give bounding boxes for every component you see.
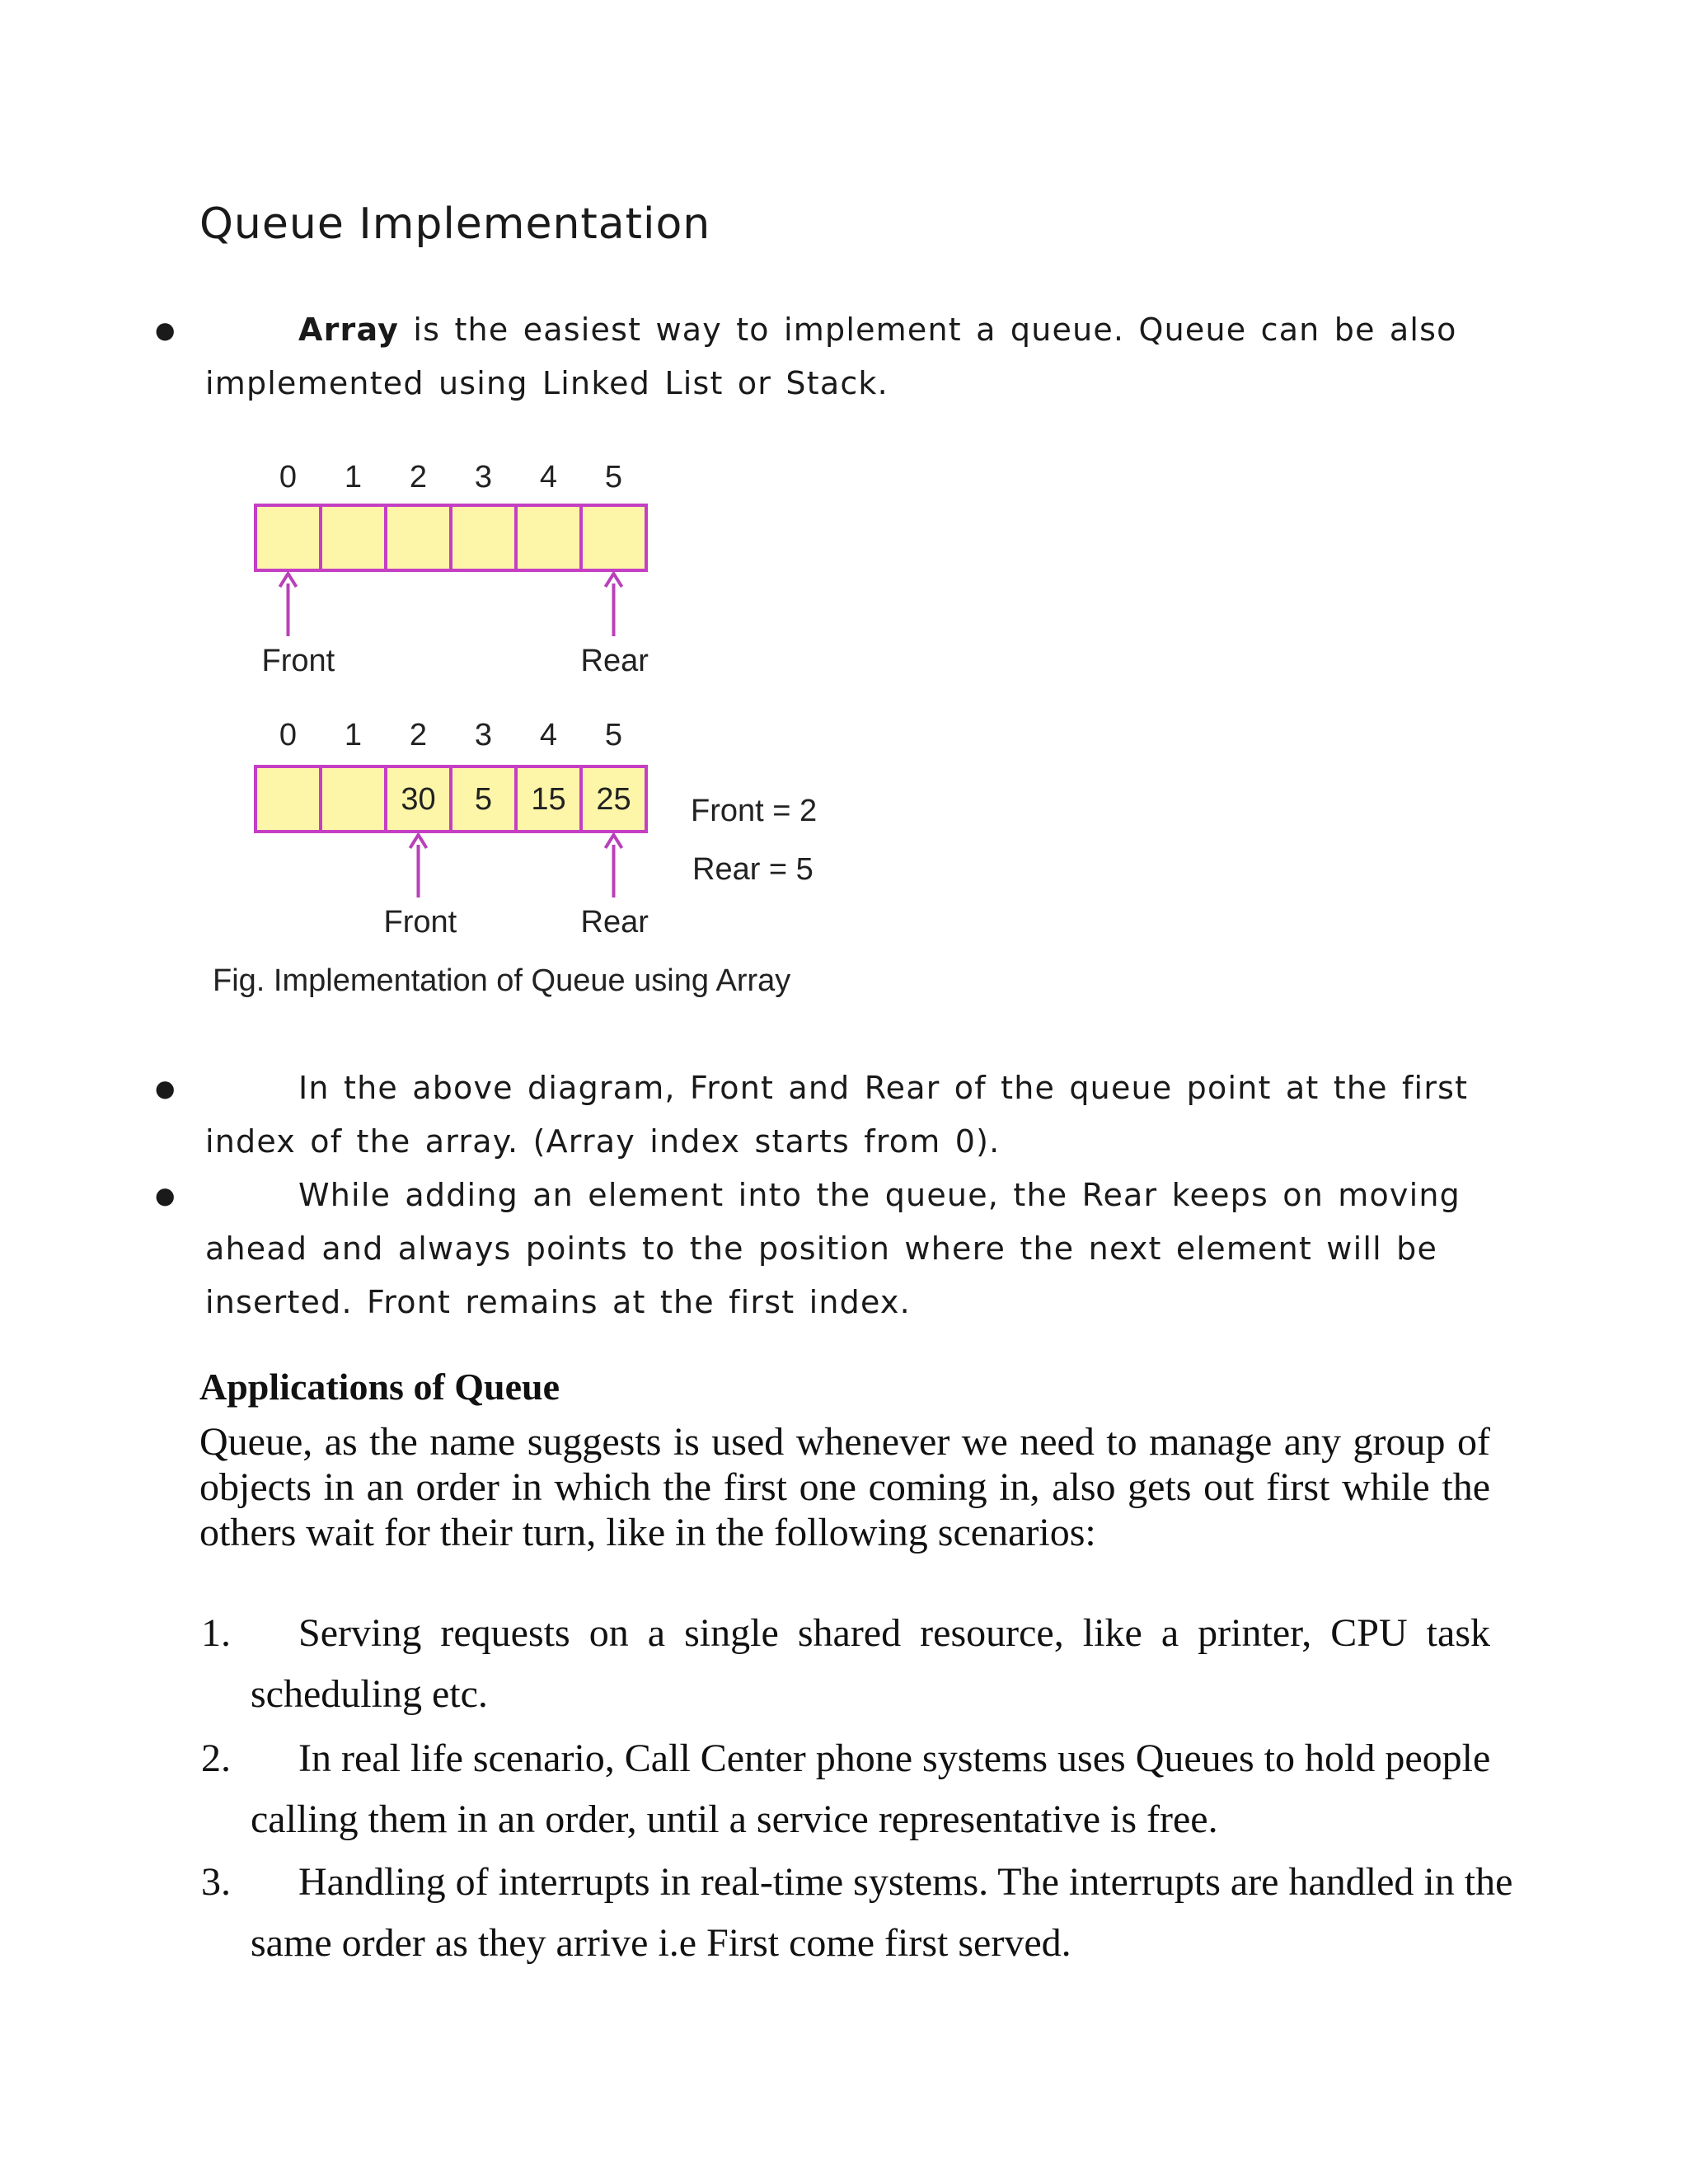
section-heading: Applications of Queue [199, 1366, 560, 1408]
top-array-cell [581, 505, 646, 570]
page-title: Queue Implementation [199, 199, 711, 249]
top-array-index-label: 5 [604, 460, 623, 494]
bullet-line [298, 1169, 1461, 1222]
figure-caption: Fig. Implementation of Queue using Array [213, 963, 791, 998]
list-text: In real life scenario, Call Center phone systems uses Queues to hold people [298, 1736, 1491, 1780]
top-array-cell [321, 505, 386, 570]
bullet-text: ahead and always points to the position where the next element will be [205, 1230, 1438, 1267]
top-array-cell [256, 505, 321, 570]
top-array-index-label: 2 [409, 460, 428, 494]
top-array-index-label: 0 [279, 460, 298, 494]
bottom-array-cell-value: 5 [474, 782, 493, 817]
list-text: same order as they arrive i.e First come first served. [251, 1921, 1071, 1965]
list-number: 2. [201, 1736, 231, 1780]
bottom-array-cell-value: 15 [531, 782, 566, 817]
list-number: 3. [201, 1860, 231, 1904]
list-text: scheduling etc. [251, 1672, 488, 1716]
bullet-dot: ● [155, 316, 176, 344]
bottom-array-cell-value: 25 [596, 782, 631, 817]
bullet-dot: ● [155, 1182, 176, 1209]
intro-line: objects in an order in which the first one coming in, also gets out first while the [199, 1465, 1490, 1509]
bottom-array-cell [321, 766, 386, 832]
applications-intro [199, 1419, 1490, 1555]
top-array-cell [386, 505, 451, 570]
bottom-array-cell [256, 766, 321, 832]
list-number: 1. [201, 1611, 231, 1655]
bullet-text: inserted. Front remains at the first index. [205, 1284, 911, 1320]
bottom-array-index-label: 1 [344, 718, 363, 752]
top-array-index-label: 1 [344, 460, 363, 494]
bottom-array-index-label: 4 [539, 718, 558, 752]
bottom-array-cell-value: 30 [401, 782, 436, 817]
top-array-index-label: 4 [539, 460, 558, 494]
bullet-line [298, 1062, 1468, 1115]
intro-line: others wait for their turn, like in the following scenarios: [199, 1511, 1096, 1554]
bottom-array-index-label: 0 [279, 718, 298, 752]
bottom-array-rear-label: Rear [580, 905, 649, 940]
rear-equals-label: Rear = 5 [692, 852, 814, 887]
bullet-text: implemented using Linked List or Stack. [205, 365, 889, 401]
top-array-cell [451, 505, 516, 570]
bottom-array-index-label: 5 [604, 718, 623, 752]
list-text: Serving requests on a single shared resource, like a printer, CPU task [298, 1611, 1490, 1655]
bottom-array-front-label: Front [383, 905, 457, 940]
top-array-front-label: Front [261, 644, 335, 678]
list-text: calling them in an order, until a service representative is free. [251, 1797, 1218, 1841]
queue-diagram [198, 445, 857, 1022]
bullet-text: In the above diagram, Front and Rear of the queue point at the first [298, 1070, 1469, 1106]
intro-line: Queue, as the name suggests is used whenever we need to manage any group of [199, 1420, 1490, 1464]
bullet-dot: ● [155, 1075, 176, 1102]
top-array-index-label: 3 [474, 460, 493, 494]
list-text: Handling of interrupts in real-time systems. The interrupts are handled in the [298, 1860, 1513, 1904]
bullet-continuation [205, 1222, 1442, 1329]
bullet-text: is the easiest way to implement a queue. Queue can be also [399, 312, 1457, 348]
front-equals-label: Front = 2 [691, 794, 818, 828]
top-array-rear-label: Rear [580, 644, 649, 678]
bullet-line [298, 303, 1457, 357]
queue-array-figure [198, 445, 857, 1022]
bottom-array-index-label: 3 [474, 718, 493, 752]
bullet-text: While adding an element into the queue, the Rear keeps on moving [298, 1177, 1461, 1213]
bullet-text: index of the array. (Array index starts from 0). [205, 1123, 1001, 1160]
bold-term: Array [298, 312, 400, 348]
bullet-continuation [205, 1115, 1442, 1169]
top-array-cell [516, 505, 581, 570]
bottom-array-index-label: 2 [409, 718, 428, 752]
bullet-continuation [205, 357, 1442, 410]
